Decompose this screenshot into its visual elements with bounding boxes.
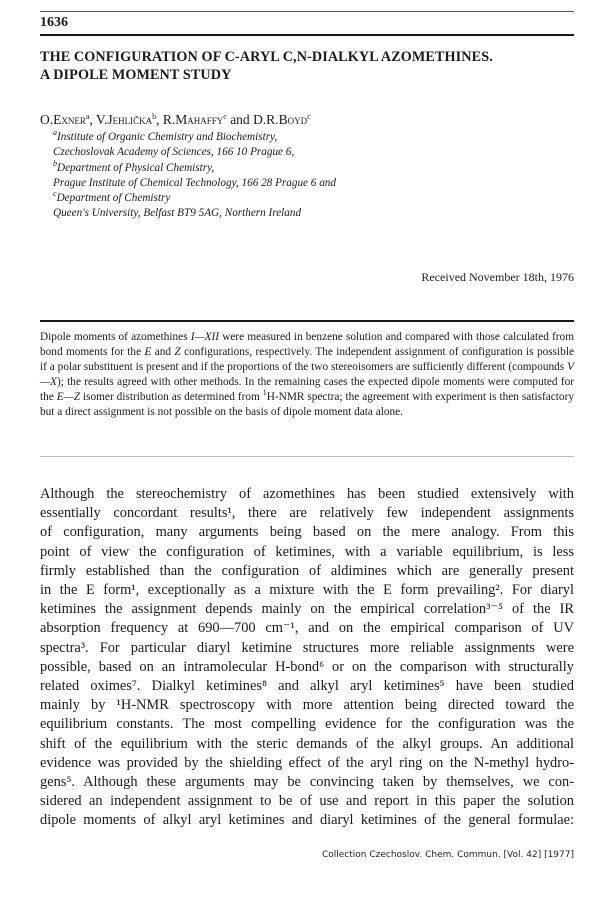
abstract-bottom-rule	[40, 456, 574, 457]
affiliation-line: $^a$Institute of Organic Chemistry and Biochemistry,	[53, 128, 278, 143]
body-line: spectra³. For particular diaryl ketimine structures more reliable assignments were	[40, 639, 574, 656]
affiliation-line: Prague Institute of Chemical Technology, 166 28 Prague 6 and	[53, 176, 336, 189]
body-line: in the E form¹, exceptionally as a mixture with the E form prevailing². For diaryl	[40, 582, 574, 599]
title-line-2: A DIPOLE MOMENT STUDY	[40, 67, 232, 83]
body-line: related oximes⁷. Dialkyl ketimines⁸ and alkyl aryl ketimines⁵ have been studied	[40, 678, 574, 695]
affiliation-list	[53, 130, 336, 222]
author: O.Exner$^a$,	[40, 112, 96, 127]
body-line: gens⁵. Although these arguments may be convincing taken by themselves, we con-	[40, 774, 574, 791]
affiliation-line: Czechoslovak Academy of Sciences, 166 10 Prague 6,	[53, 146, 295, 159]
body-line: ketimines the assignment depends mainly on the empirical correlation³⁻⁵ of the IR	[40, 601, 574, 618]
author: D.R.Boyd$^c$	[253, 112, 311, 127]
body-line: firmly established than the configuration of aldimines which are generally present	[40, 562, 574, 579]
received-date: Received November 18th, 1976	[421, 270, 574, 284]
page-number: 1636	[40, 15, 68, 30]
author-list	[40, 112, 311, 128]
body-line: dipole moments of alkyl aryl ketimines and diaryl ketimines of the general formulae:	[40, 812, 574, 829]
body-line: shift of the equilibrium with the steric demands of the alkyl groups. An additional	[40, 735, 574, 752]
body-line: point of view the configuration of ketimines, with a variable equilibrium, is less	[40, 543, 574, 560]
body-line: mainly by ¹H-NMR spectroscopy with more attention being directed toward the	[40, 697, 574, 714]
author: R.Mahaffy$^c$ and	[162, 112, 254, 127]
affiliation-line: Queen's University, Belfast BT9 5AG, Northern Ireland	[53, 207, 302, 220]
body-line: of configuration, many arguments being based on the mere analogy. From this	[40, 524, 574, 541]
body-line: possible, based on an intramolecular H-bond⁶ or on the comparison with structurally	[40, 658, 574, 675]
header-rule	[40, 34, 574, 36]
body-line: evidence was provided by the shielding effect of the aryl ring on the N-methyl hydro-	[40, 754, 574, 771]
affiliation-line: $^c$Department of Chemistry	[53, 189, 171, 205]
abstract-top-rule	[40, 320, 574, 322]
journal-citation-footer: Collection Czechoslov. Chem. Commun. [Vol. 42] [1977]	[321, 850, 574, 860]
body-line: equilibrium constants. The most compelling evidence for the configuration was the	[40, 716, 574, 733]
article-title	[40, 48, 580, 84]
body-paragraph	[40, 485, 574, 831]
body-line: Although the stereochemistry of azomethines has been studied extensively with	[40, 486, 574, 502]
body-line: sidered an independent assignment to be of use and report in this paper the solution	[40, 793, 574, 810]
author: V.Jehlička$^b$,	[95, 112, 163, 127]
title-line-1: THE CONFIGURATION OF C-ARYL C,N-DIALKYL AZOMETHINES.	[40, 49, 493, 65]
body-line: absorption frequency at 690—700 cm⁻¹, and on the empirical comparison of UV	[40, 620, 574, 637]
body-line: essentially concordant results¹, there are relatively few independent assignments	[40, 505, 574, 522]
abstract: Dipole moments of azomethines I—XII were measured in benzene solution and compared with those calculated from bond moments for the E and Z configurations, respectively. The independent assignment of configuration is possible if a polar substituent is present and if the proportions of the two stereoisomers are sufficiently different (compounds V—X); the results agreed with other methods. In the remaining cases the expected dipole moments were computed for the E—Z isomer distribution as determined from $^1$H-NMR spectra; the agreement with experiment is then satisfactory but a direct assignment is not possible on the basis of dipole moment data alone.	[40, 331, 574, 418]
affiliation-line: $^b$Department of Physical Chemistry,	[53, 158, 215, 174]
top-rule	[40, 11, 574, 12]
